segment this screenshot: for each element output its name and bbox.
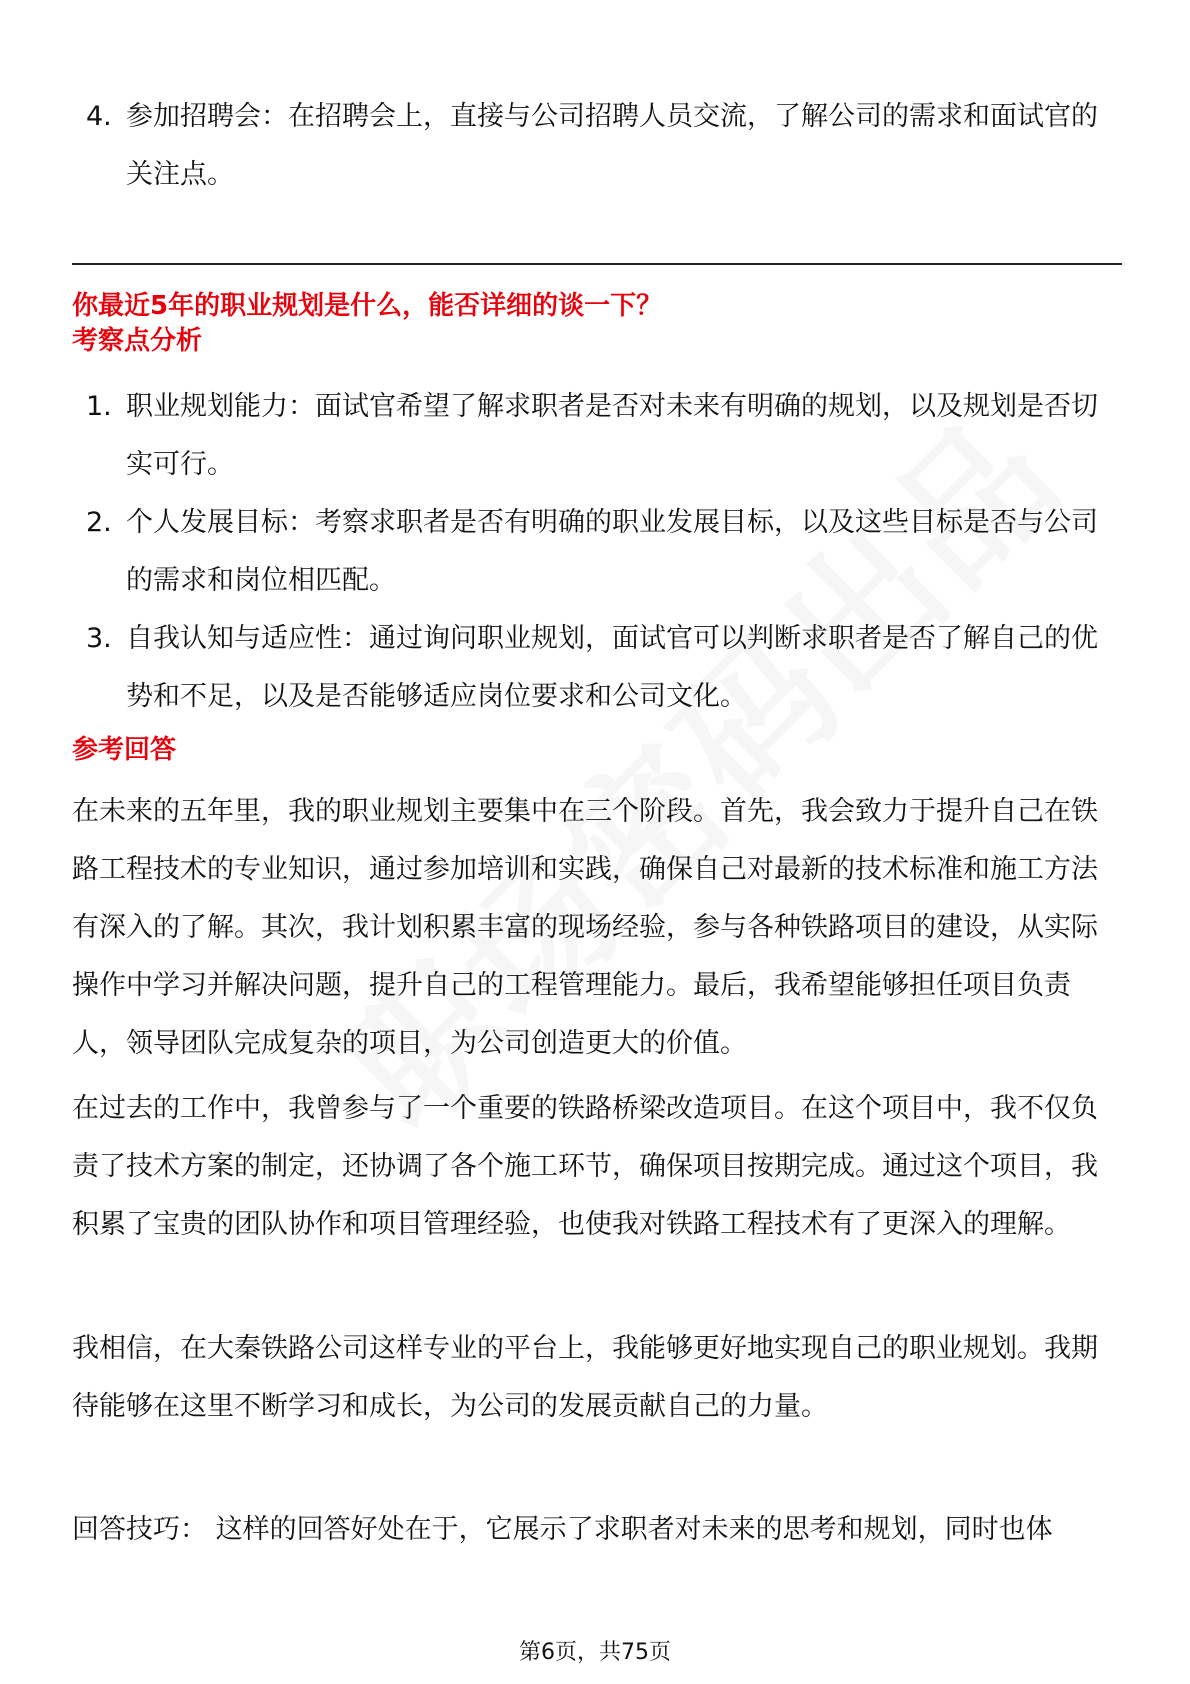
list-item xyxy=(0,378,1116,494)
list-item-number: 3. xyxy=(86,623,112,654)
list-item-text: 参加招聘会：在招聘会上，直接与公司招聘人员交流，了解公司的需求和面试官的关注点。 xyxy=(126,101,1098,190)
list-item xyxy=(0,494,1116,610)
list-item xyxy=(0,88,1116,204)
question-title: 你最近5年的职业规划是什么，能否详细的谈一下？ xyxy=(72,291,663,321)
list-item-number: 1. xyxy=(86,391,112,422)
analysis-list xyxy=(0,378,1190,726)
reference-heading: 参考回答 xyxy=(72,735,177,765)
answer-paragraph: 在过去的工作中，我曾参与了一个重要的铁路桥梁改造项目。在这个项目中，我不仅负责了技术方案的制定，还协调了各个施工环节，确保项目按期完成。通过这个项目，我积累了宝贵的团队协作和项目管理经验，也使我对铁路工程技术有了更深入的理解。 xyxy=(72,1093,1098,1240)
section-divider xyxy=(72,263,1122,265)
list-item-number: 4. xyxy=(86,101,112,132)
answer-paragraph: 我相信，在大秦铁路公司这样专业的平台上，我能够更好地实现自己的职业规划。我期待能够在这里不断学习和成长，为公司的发展贡献自己的力量。 xyxy=(72,1333,1098,1422)
page-number: 第6页，共75页 xyxy=(519,1640,671,1665)
list-item-number: 2. xyxy=(86,507,112,538)
list-item-text: 个人发展目标：考察求职者是否有明确的职业发展目标，以及这些目标是否与公司的需求和岗位相匹配。 xyxy=(126,507,1098,596)
answer-tip-paragraph: 回答技巧： 这样的回答好处在于，它展示了求职者对未来的思考和规划，同时也体 xyxy=(72,1514,1053,1545)
list-item-text: 自我认知与适应性：通过询问职业规划，面试官可以判断求职者是否了解自己的优势和不足，以及是否能够适应岗位要求和公司文化。 xyxy=(126,623,1098,712)
list-item-text: 职业规划能力：面试官希望了解求职者是否对未来有明确的规划，以及规划是否切实可行。 xyxy=(126,391,1098,480)
answer-paragraph: 在未来的五年里，我的职业规划主要集中在三个阶段。首先，我会致力于提升自己在铁路工程技术的专业知识，通过参加培训和实践，确保自己对最新的技术标准和施工方法有深入的了解。其次，我计划积累丰富的现场经验，参与各种铁路项目的建设，从实际操作中学习并解决问题，提升自己的工程管理能力。最后，我希望能够担任项目负责人，领导团队完成复杂的项目，为公司创造更大的价值。 xyxy=(72,796,1098,1059)
top-list xyxy=(0,88,1190,204)
list-item xyxy=(0,610,1116,726)
analysis-heading: 考察点分析 xyxy=(72,326,203,356)
